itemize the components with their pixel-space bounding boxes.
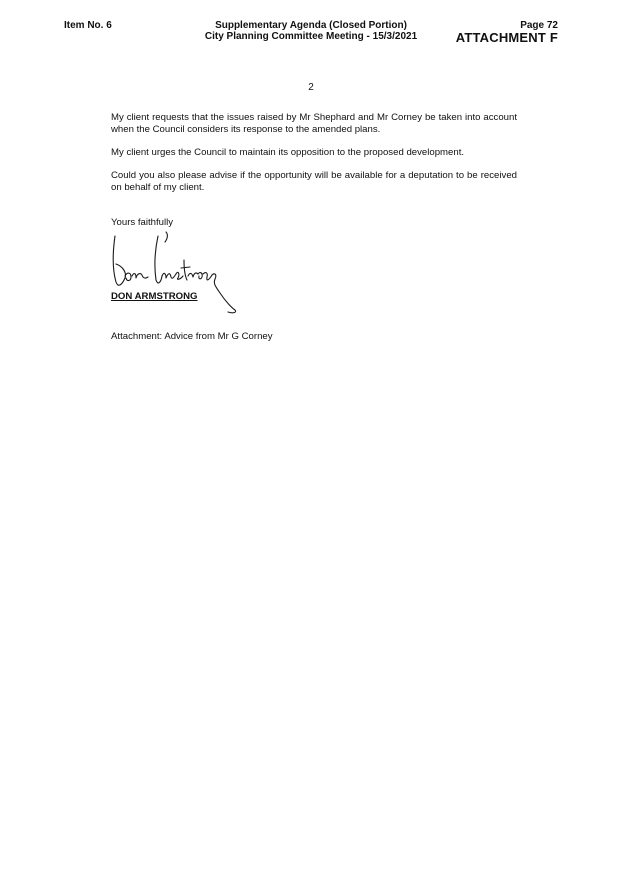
paragraph-3: Could you also please advise if the opportunity will be available for a deputation to be received on behalf of my client. xyxy=(111,170,517,193)
agenda-title xyxy=(200,20,422,42)
page-number-label: Page 72 xyxy=(520,20,558,31)
document-header xyxy=(0,20,622,50)
attachment-note: Attachment: Advice from Mr G Corney xyxy=(111,331,273,342)
agenda-title-line-1: Supplementary Agenda (Closed Portion) xyxy=(215,20,407,31)
paragraph-1: My client requests that the issues raised by Mr Shephard and Mr Corney be taken into account when the Council considers its response to the amended plans. xyxy=(111,112,517,135)
signer-name: DON ARMSTRONG xyxy=(111,291,198,302)
closing-salutation: Yours faithfully xyxy=(111,217,174,228)
item-number: Item No. 6 xyxy=(64,20,112,31)
agenda-title-line-2: City Planning Committee Meeting - 15/3/2021 xyxy=(204,31,418,42)
letter-page-number: 2 xyxy=(308,82,314,93)
attachment-label: ATTACHMENT F xyxy=(455,30,558,45)
handwritten-signature xyxy=(108,230,243,316)
page-info xyxy=(456,20,558,44)
paragraph-2: My client urges the Council to maintain its opposition to the proposed development. xyxy=(111,147,465,158)
